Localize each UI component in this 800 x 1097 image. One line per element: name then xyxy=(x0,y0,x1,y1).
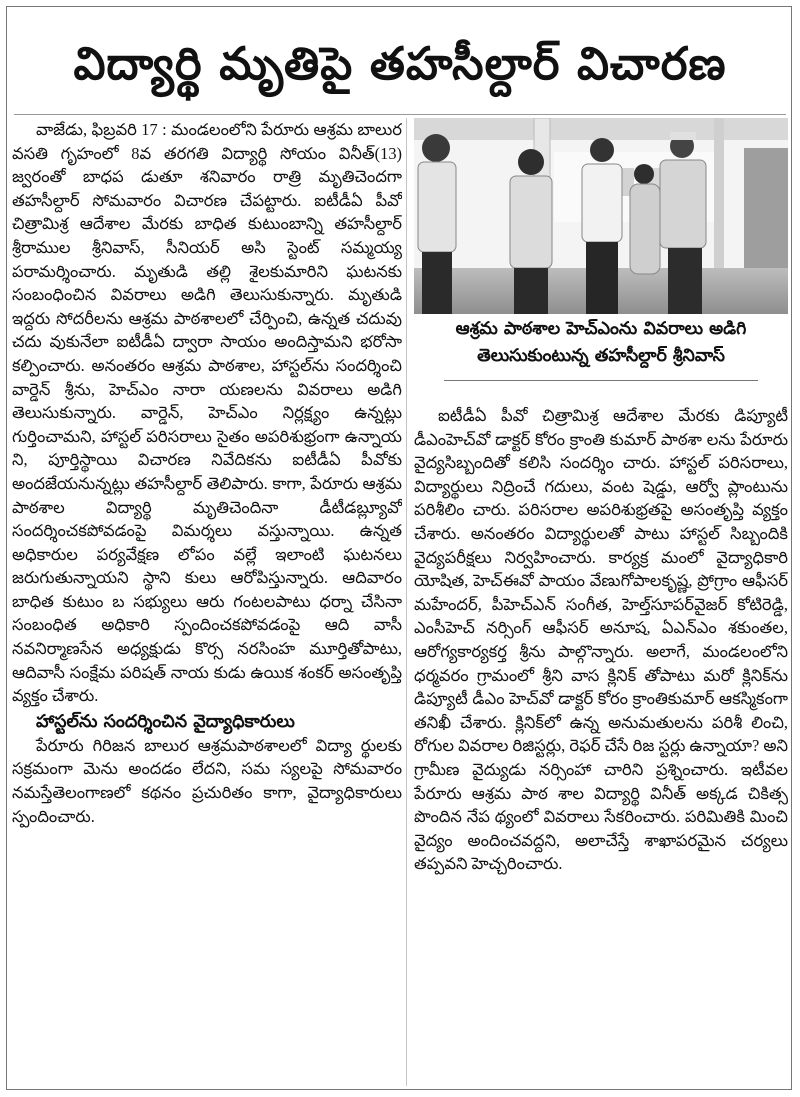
caption-rule xyxy=(444,380,758,381)
column-divider xyxy=(406,118,407,1086)
news-photo xyxy=(414,118,788,314)
photo-caption-line-2: తెలుసుకుంటున్న తహసీల్దార్ శ్రీనివాస్ xyxy=(477,346,725,366)
photo-caption-line-1: ఆశ్రమ పాఠశాల హెచ్ఎంను వివరాలు అడిగి xyxy=(455,319,747,339)
article-left-column xyxy=(12,118,402,1090)
officials-at-hostel-photo xyxy=(414,118,788,314)
headline-rule xyxy=(14,114,786,115)
headline: విద్యార్థి మృతిపై తహసీల్దార్ విచారణ xyxy=(73,37,727,90)
article-right-column xyxy=(414,404,788,1090)
photo-caption xyxy=(414,316,788,370)
article-paragraph-2: పేరూరు గిరిజన బాలుర ఆశ్రమపాఠశాలలో విద్యా ర్థులకు సక్రమంగా మెను అందడం లేదని, సమ స్యలపై సోమవారం నమస్తేతెలంగాణలో కథనం ప్రచురితం కాగా, వైద్యాధికారులు స్పందించారు. xyxy=(12,735,402,826)
article-paragraph-3: ఐటీడీఏ పీవో చిత్రామిశ్ర ఆదేశాల మేరకు డిప్యూటీ డీఎంహెచ్‌వో డాక్టర్ కోరం క్రాంతి కుమార్ పాఠశా లను పేరూరు వైద్యసిబ్బందితో కలిసి సందర్శిం చారు. హాస్టల్ పరిసరాలు, విద్యార్థులు నిద్రించే గదులు, వంట షెడ్డు, ఆర్వో ప్లాంటును పరిశీలిం చారు. పరిసరాల అపరిశుభ్రతపై అసంతృప్తి వ్యక్తం చేశారు. అనంతరం విద్యార్థులతో పాటు హాస్టల్ సిబ్బందికి వైద్యపరీక్షలు నిర్వహించారు. కార్యక్ర మంలో వైద్యాధికారి యోషిత, హెచ్ఈవో పాయం వేణుగోపాలకృష్ణ, ప్రోగ్రాం ఆఫీసర్ మహేందర్, పీహెచ్ఎన్ సంగీత, హెల్త్‌సూపర్‌వైజర్ కోటిరెడ్డి, ఎంసీహెచ్ నర్సింగ్ ఆఫీసర్ అనూష, ఏఎన్ఎం శకుంతల, ఆరోగ్యకార్యకర్త శ్రీను పాల్గొన్నారు. అలాగే, మండలంలోని ధర్మవరం గ్రామంలో శ్రీని వాస క్లినిక్ తోపాటు మరో క్లినిక్‌ను డిప్యూటీ డీఎం హెచ్‌వో డాక్టర్ కోరం క్రాంతికుమార్ ఆకస్మికంగా తనిఖీ చేశారు. క్లినిక్‌లో ఉన్న అనుమతులను పరిశీ లించి, రోగుల వివరాల రిజిస్టర్లు, రెఫర్ చేసే రిజ స్టర్లు ఉన్నాయా? అని గ్రామీణ వైద్యుడు నర్సింహా చారిని ప్రశ్నించారు. ఇటీవల పేరూరు ఆశ్రమ పాఠ శాల విద్యార్థి వినీత్ అక్కడ చికిత్స పొందిన నేప థ్యంలో వివరాలు సేకరించారు. పరిమితికి మించి వైద్యం అందించవద్దని, అలాచేస్తే శాఖాపరమైన చర్యలు తప్పవని హెచ్చరించారు. xyxy=(414,406,788,874)
article-paragraph-1: వాజేడు, ఫిబ్రవరి 17 : మండలంలోని పేరూరు ఆశ్రమ బాలుర వసతి గృహంలో 8వ తరగతి విద్యార్థి సోయం వినీత్(13) జ్వరంతో బాధప డుతూ శనివారం రాత్రి మృతిచెందగా తహసీల్దార్ సోమవారం విచారణ చేపట్టారు. ఐటీడీఏ పీవో చిత్రామిశ్ర ఆదేశాల మేరకు బాధిత కుటుంబాన్ని తహసీల్దార్ శ్రీరాముల శ్రీనివాస్, సీనియర్ అసి స్టెంట్ సమ్మయ్య పరామర్శించారు. మృతుడి తల్లి శైలకుమారిని ఘటనకు సంబంధించిన వివరాలు అడిగి తెలుసుకున్నారు. మృతుడి ఇద్దరు సోదరీలను ఆశ్రమ పాఠశాలలో చేర్పించి, ఉన్నత చదువు చదు వుకునేలా ఐటీడీఏ ద్వారా సాయం అందిస్తామని భరోసా కల్పించారు. అనంతరం ఆశ్రమ పాఠశాల, హాస్టల్‌ను సందర్శించి వార్డెన్ శ్రీను, హెచ్ఎం నారా యణలను వివరాలు అడిగి తెలుసుకున్నారు. వార్డెన్, హెచ్ఎం నిర్లక్ష్యం ఉన్నట్లు గుర్తించామని, హాస్టల్ పరిసరాలు సైతం అపరిశుభ్రంగా ఉన్నాయ ని, పూర్తిస్థాయి విచారణ నివేదికను ఐటీడీఏ పీవోకు అందజేయనున్నట్లు తహసీల్దార్ తెలిపారు. కాగా, పేరూరు ఆశ్రమ పాఠశాల విద్యార్థి మృతిచెందినా డీటీడబ్ల్యూవో సందర్శించకపోవడంపై విమర్శలు వస్తున్నాయి. ఉన్నత అధికారుల పర్యవేక్షణ లోపం వల్లే ఇలాంటి ఘటనలు జరుగుతున్నాయని స్థాని కులు ఆరోపిస్తున్నారు. ఆదివారం బాధిత కుటుం బ సభ్యులు ఆరు గంటలపాటు ధర్నా చేసినా సంబంధిత అధికారి స్పందించకపోవడంపై ఆది వాసీ నవనిర్మాణసేన అధ్యక్షుడు కొర్స నరసింహ మూర్తితోపాటు, ఆదివాసీ సంక్షేమ పరిషత్ నాయ కుడు ఉయిక శంకర్ అసంతృప్తి వ్యక్తం చేశారు. xyxy=(12,120,402,706)
article-subheading: హాస్టల్‌ను సందర్శించిన వైద్యాధికారులు xyxy=(36,711,295,732)
